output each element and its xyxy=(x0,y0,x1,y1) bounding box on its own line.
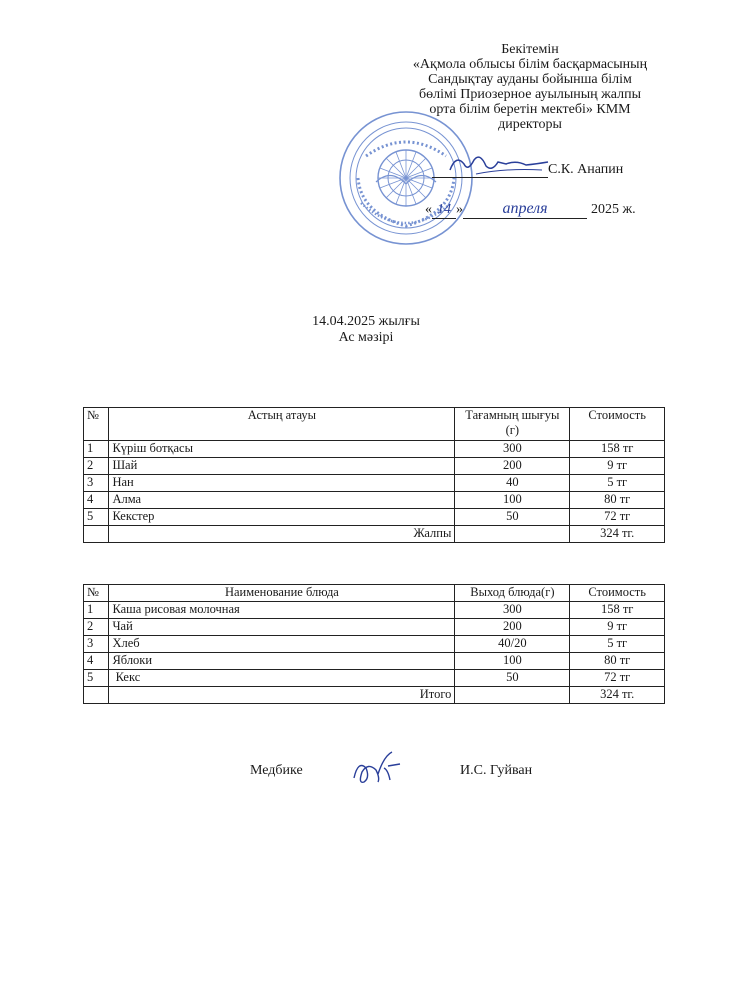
table-row: 1 Күріш ботқасы 300 158 тг xyxy=(84,441,665,458)
total-value: 324 тг. xyxy=(570,687,665,704)
header-number: № xyxy=(84,408,109,441)
menu-table-kz xyxy=(83,407,665,543)
date-month: апреля xyxy=(463,200,587,219)
table-total-row xyxy=(84,526,665,543)
approval-date: « 14 » апреля 2025 ж. xyxy=(425,200,636,217)
header-dish-name: Астың атауы xyxy=(109,408,455,441)
header-cost: Стоимость xyxy=(570,408,665,441)
nurse-name: И.С. Гуйван xyxy=(460,763,533,778)
header-portion: Тағамның шығуы (г) xyxy=(455,408,570,441)
total-label: Жалпы xyxy=(109,526,455,543)
menu-table-ru xyxy=(83,584,665,704)
approval-line: бөлімі Приозерное ауылының жалпы xyxy=(418,87,642,102)
table-row: 3 Хлеб 40/20 5 тг xyxy=(84,636,665,653)
table-row: 1 Каша рисовая молочная 300 158 тг xyxy=(84,602,665,619)
total-value: 324 тг. xyxy=(570,526,665,543)
table-row: 5 Кекстер 50 72 тг xyxy=(84,509,665,526)
header-portion: Выход блюда(г) xyxy=(455,585,570,602)
table-row: 2 Шай 200 9 тг xyxy=(84,458,665,475)
header-dish-name: Наименование блюда xyxy=(109,585,455,602)
header-number: № xyxy=(84,585,109,602)
total-label: Итого xyxy=(109,687,455,704)
table-row: 4 Яблоки 100 80 тг xyxy=(84,653,665,670)
table-row: 4 Алма 100 80 тг xyxy=(84,492,665,509)
table-row: 5 Кекс 50 72 тг xyxy=(84,670,665,687)
director-name: С.К. Анапин xyxy=(548,162,624,177)
approval-line: «Ақмола облысы білім басқармасының xyxy=(412,57,648,72)
header-cost: Стоимость xyxy=(570,585,665,602)
menu-date: 14.04.2025 жылғы xyxy=(312,314,420,329)
table-header-row xyxy=(84,585,665,602)
menu-title: Ас мәзірі xyxy=(338,330,394,345)
table-total-row xyxy=(84,687,665,704)
approval-line: орта білім беретін мектебі» КММ xyxy=(429,102,631,117)
date-year: 2025 ж. xyxy=(591,202,636,217)
table-header-row xyxy=(84,408,665,441)
director-signature-icon xyxy=(446,150,556,180)
approval-line: директоры xyxy=(498,117,562,132)
table-row: 2 Чай 200 9 тг xyxy=(84,619,665,636)
nurse-role: Медбике xyxy=(250,763,303,778)
approval-line: Бекітемін xyxy=(501,42,559,57)
approval-line: Сандықтау ауданы бойынша білім xyxy=(428,72,632,87)
table-row: 3 Нан 40 5 тг xyxy=(84,475,665,492)
date-day: 14 xyxy=(432,202,456,219)
nurse-signature-icon xyxy=(348,748,404,790)
